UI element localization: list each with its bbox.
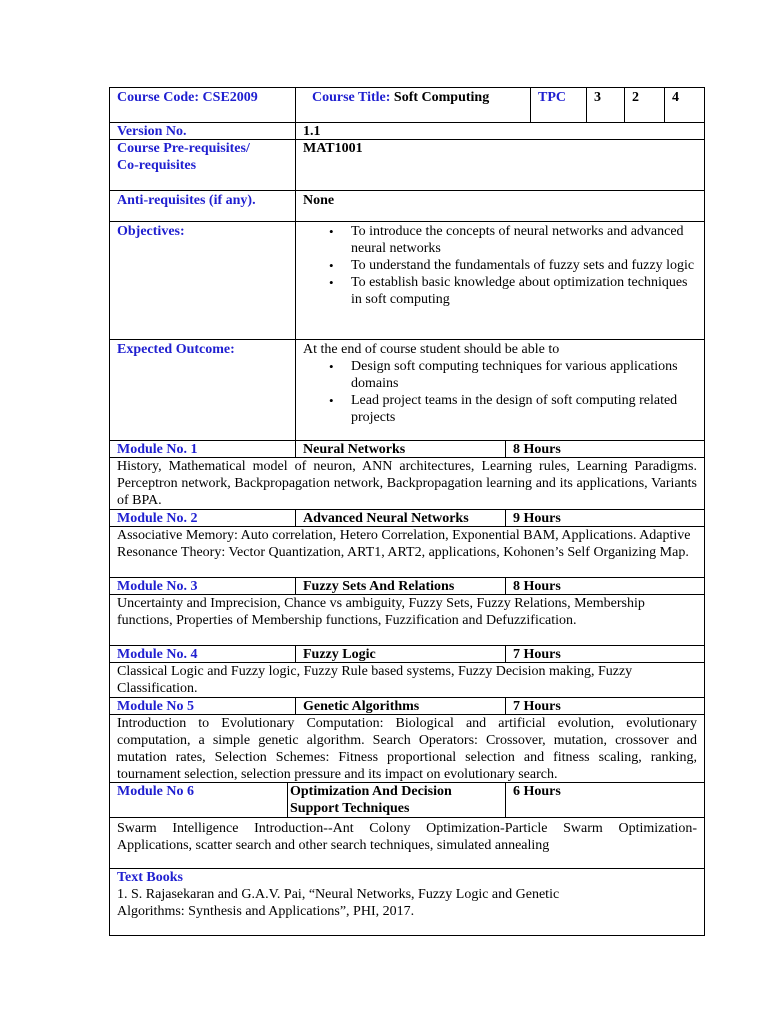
prereq-label-line2: Co-requisites bbox=[117, 158, 197, 173]
tpc-credits: 4 bbox=[664, 88, 704, 122]
module-label: Module No 6 bbox=[117, 784, 194, 799]
module-content-row bbox=[110, 595, 704, 646]
module-content: Introduction to Evolutionary Computation: Biological and artificial evolution, evolutionary computation, a simple genetic algorithm. Search Operators: Crossover, mutation, crossover and mutation rates, Selection Schemes: Fitness proportional selection and fitness scaling, ranking, tournament selection, selection pressure and its impact on evolutionary search. bbox=[117, 716, 697, 782]
course-syllabus-table bbox=[109, 87, 705, 936]
module-content-row bbox=[110, 527, 704, 578]
module-header-row bbox=[110, 783, 704, 818]
antireq-label: Anti-requisites (if any). bbox=[117, 193, 256, 208]
outcome-list bbox=[303, 358, 700, 426]
module-header-row bbox=[110, 646, 704, 663]
module-content: Classical Logic and Fuzzy logic, Fuzzy Rule based systems, Fuzzy Decision making, Fuzzy Classification. bbox=[117, 664, 633, 696]
module-content: Uncertainty and Imprecision, Chance vs ambiguity, Fuzzy Sets, Fuzzy Relations, Membership functions, Properties of Membership functions, Fuzzification and Defuzzification. bbox=[117, 596, 645, 628]
tpc-label: TPC bbox=[538, 90, 566, 105]
outcome-content bbox=[295, 340, 704, 440]
objectives-list bbox=[303, 223, 700, 308]
objective-item: • To understand the fundamentals of fuzzy sets and fuzzy logic bbox=[303, 257, 700, 274]
tpc-label-cell bbox=[530, 88, 586, 122]
module-label: Module No. 1 bbox=[117, 442, 198, 457]
module-title: Fuzzy Logic bbox=[295, 646, 505, 662]
module-hours: 8 Hours bbox=[505, 578, 704, 594]
prereq-label-line1: Course Pre-requisites/ bbox=[117, 141, 250, 156]
module-content-row bbox=[110, 715, 704, 783]
outcome-label: Expected Outcome: bbox=[117, 342, 235, 357]
module-hours: 8 Hours bbox=[505, 441, 704, 457]
module-content-row bbox=[110, 818, 704, 869]
tpc-theory: 3 bbox=[586, 88, 624, 122]
textbook-item: 1. S. Rajasekaran and G.A.V. Pai, “Neural Networks, Fuzzy Logic and Genetic Algorithms: Synthesis and Applications”, PHI, 2017. bbox=[117, 887, 560, 919]
course-title-cell bbox=[295, 88, 530, 122]
version-value: 1.1 bbox=[295, 123, 704, 139]
module-content: History, Mathematical model of neuron, ANN architectures, Learning rules, Learning Paradigms. Perceptron network, Backpropagation network, Backpropagation learning and its applications, Variants of BPA. bbox=[117, 459, 697, 508]
textbooks-row bbox=[110, 869, 704, 935]
objective-item: • To establish basic knowledge about optimization techniques in soft computing bbox=[303, 274, 700, 308]
module-content-row bbox=[110, 663, 704, 698]
module-title: Advanced Neural Networks bbox=[295, 510, 505, 526]
antireq-row bbox=[110, 191, 704, 222]
module-content-row bbox=[110, 458, 704, 510]
textbooks-content bbox=[117, 869, 697, 920]
module-header-row bbox=[110, 441, 704, 458]
antireq-value: None bbox=[295, 191, 704, 221]
header-row bbox=[110, 88, 704, 123]
module-header-row bbox=[110, 578, 704, 595]
module-header-row bbox=[110, 698, 704, 715]
objective-item: • To introduce the concepts of neural networks and advanced neural networks bbox=[303, 223, 700, 257]
version-label: Version No. bbox=[117, 124, 187, 139]
module-label: Module No. 4 bbox=[117, 647, 198, 662]
module-hours: 7 Hours bbox=[505, 646, 704, 662]
course-code: CSE2009 bbox=[202, 90, 258, 105]
module-hours: 9 Hours bbox=[505, 510, 704, 526]
objectives-row bbox=[110, 222, 704, 340]
module-title: Neural Networks bbox=[295, 441, 505, 457]
module-content: Swarm Intelligence Introduction--Ant Colony Optimization-Particle Swarm Optimization-Applications, scatter search and other search techniques, simulated annealing bbox=[117, 821, 697, 853]
outcome-item: • Design soft computing techniques for various applications domains bbox=[303, 358, 700, 392]
module-label: Module No. 3 bbox=[117, 579, 198, 594]
course-title: Soft Computing bbox=[393, 90, 490, 105]
course-title-label: Course Title: bbox=[312, 90, 391, 105]
module-title: Fuzzy Sets And Relations bbox=[295, 578, 505, 594]
textbooks-label: Text Books bbox=[117, 870, 184, 885]
course-code-cell bbox=[110, 88, 295, 122]
outcome-row bbox=[110, 340, 704, 441]
objectives-label: Objectives: bbox=[117, 224, 185, 239]
outcome-item: • Lead project teams in the design of soft computing related projects bbox=[303, 392, 700, 426]
prereq-label bbox=[110, 140, 295, 190]
prereq-row bbox=[110, 140, 704, 191]
module-label: Module No. 2 bbox=[117, 511, 198, 526]
module-hours: 7 Hours bbox=[505, 698, 704, 714]
tpc-practical: 2 bbox=[624, 88, 664, 122]
module-header-row bbox=[110, 510, 704, 527]
module-content: Associative Memory: Auto correlation, Hetero Correlation, Exponential BAM, Applications. Adaptive Resonance Theory: Vector Quantization, ART1, ART2, applications, Kohonen’s Self Organizing Map. bbox=[117, 528, 691, 560]
module-title: Genetic Algorithms bbox=[295, 698, 505, 714]
prereq-value: MAT1001 bbox=[295, 140, 704, 190]
module-label: Module No 5 bbox=[117, 699, 194, 714]
objectives-content bbox=[295, 222, 704, 339]
version-row bbox=[110, 123, 704, 140]
module-title: Optimization And Decision Support Techniques bbox=[287, 783, 505, 817]
module-hours: 6 Hours bbox=[505, 783, 704, 817]
course-code-label: Course Code: bbox=[117, 90, 200, 105]
outcome-intro: At the end of course student should be able to bbox=[303, 342, 560, 357]
